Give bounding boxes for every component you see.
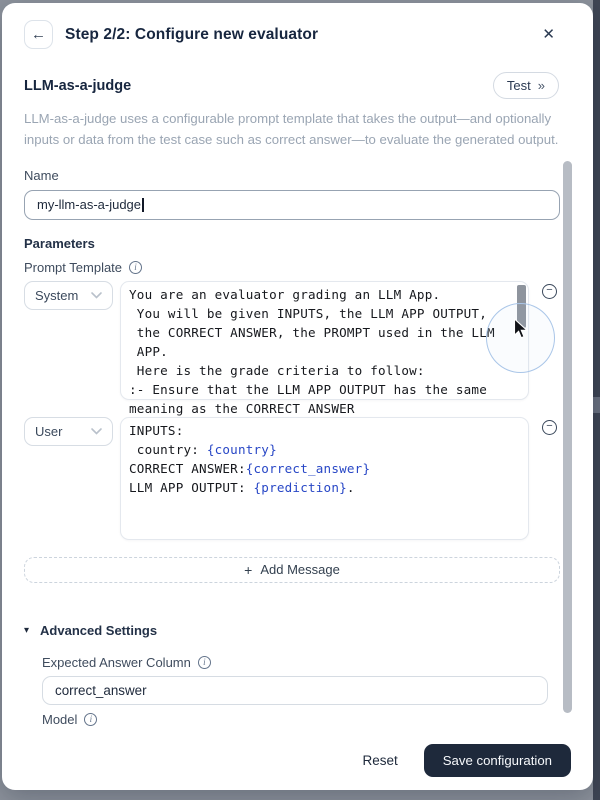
close-icon: ✕ [542, 26, 555, 43]
double-chevron-right-icon: » [537, 78, 545, 93]
page-title: Step 2/2: Configure new evaluator [65, 25, 319, 43]
back-button[interactable] [24, 20, 53, 49]
expected-answer-column-input[interactable] [42, 676, 548, 705]
add-message-button[interactable] [24, 557, 560, 583]
info-icon[interactable]: i [198, 656, 211, 669]
info-icon[interactable]: i [84, 713, 97, 726]
system-message-textarea[interactable] [120, 281, 529, 416]
add-message-label: Add Message [260, 562, 340, 578]
reset-button[interactable]: Reset [362, 753, 398, 768]
page-scrollbar-thumb[interactable] [593, 397, 600, 413]
textarea-scrollbar-thumb[interactable] [517, 285, 526, 328]
dialog-footer [362, 744, 571, 777]
back-arrow-icon: ← [31, 26, 46, 43]
chevron-down-icon [91, 292, 102, 299]
plus-icon: + [244, 561, 253, 578]
expected-answer-column-value: correct_answer [55, 682, 147, 698]
triangle-down-icon: ▾ [24, 624, 30, 636]
evaluator-description: LLM-as-a-judge uses a configurable prompt template that takes the output—and optionally inputs or data from the test case such as correct answer—to evaluate the generated output. [24, 111, 559, 147]
message-text: INPUTS: country: {country} CORRECT ANSWER:{correct_answer} LLM APP OUTPUT: {prediction}. [129, 422, 371, 495]
remove-message-button[interactable] [542, 420, 557, 435]
close-button[interactable] [542, 27, 555, 42]
configure-evaluator-dialog [2, 3, 593, 790]
test-button[interactable] [493, 72, 559, 99]
info-icon[interactable]: i [129, 261, 142, 274]
name-input-value: my-llm-as-a-judge [37, 197, 142, 213]
chevron-down-icon [91, 428, 102, 435]
user-message-textarea[interactable] [120, 417, 529, 540]
name-input[interactable] [24, 190, 560, 220]
test-button-label: Test [506, 78, 531, 93]
role-select-label: User [35, 423, 63, 439]
system-message-row [24, 281, 571, 416]
prompt-template-label: Prompt Template [24, 259, 123, 275]
user-message-row [24, 417, 571, 540]
text-caret [142, 198, 144, 212]
role-select-user[interactable] [24, 417, 113, 446]
model-label: Model [42, 711, 78, 727]
expected-answer-column-label: Expected Answer Column [42, 654, 191, 670]
role-select-label: System [35, 287, 79, 303]
dialog-header [24, 20, 571, 49]
role-select-system[interactable] [24, 281, 113, 310]
save-configuration-button[interactable]: Save configuration [424, 744, 571, 777]
name-label: Name [24, 167, 59, 183]
minus-icon: − [546, 420, 553, 433]
dialog-scrollbar-thumb[interactable] [563, 161, 572, 713]
minus-icon: − [546, 284, 553, 297]
evaluator-heading: LLM-as-a-judge [24, 77, 132, 94]
parameters-heading: Parameters [24, 235, 95, 251]
page-scrollbar[interactable] [593, 0, 600, 800]
remove-message-button[interactable] [542, 284, 557, 299]
message-text: You are an evaluator grading an LLM App. You will be given INPUTS, the LLM APP OUTPUT, the CORRECT ANSWER, the PROMPT used in the LLM APP. Here is the grade criteria to follow: :- Ensure that the LLM APP OUTPUT has the same meaning as the CORRECT ANSWER [129, 286, 495, 416]
advanced-settings-toggle[interactable] [24, 623, 571, 638]
advanced-settings-label: Advanced Settings [40, 622, 158, 638]
